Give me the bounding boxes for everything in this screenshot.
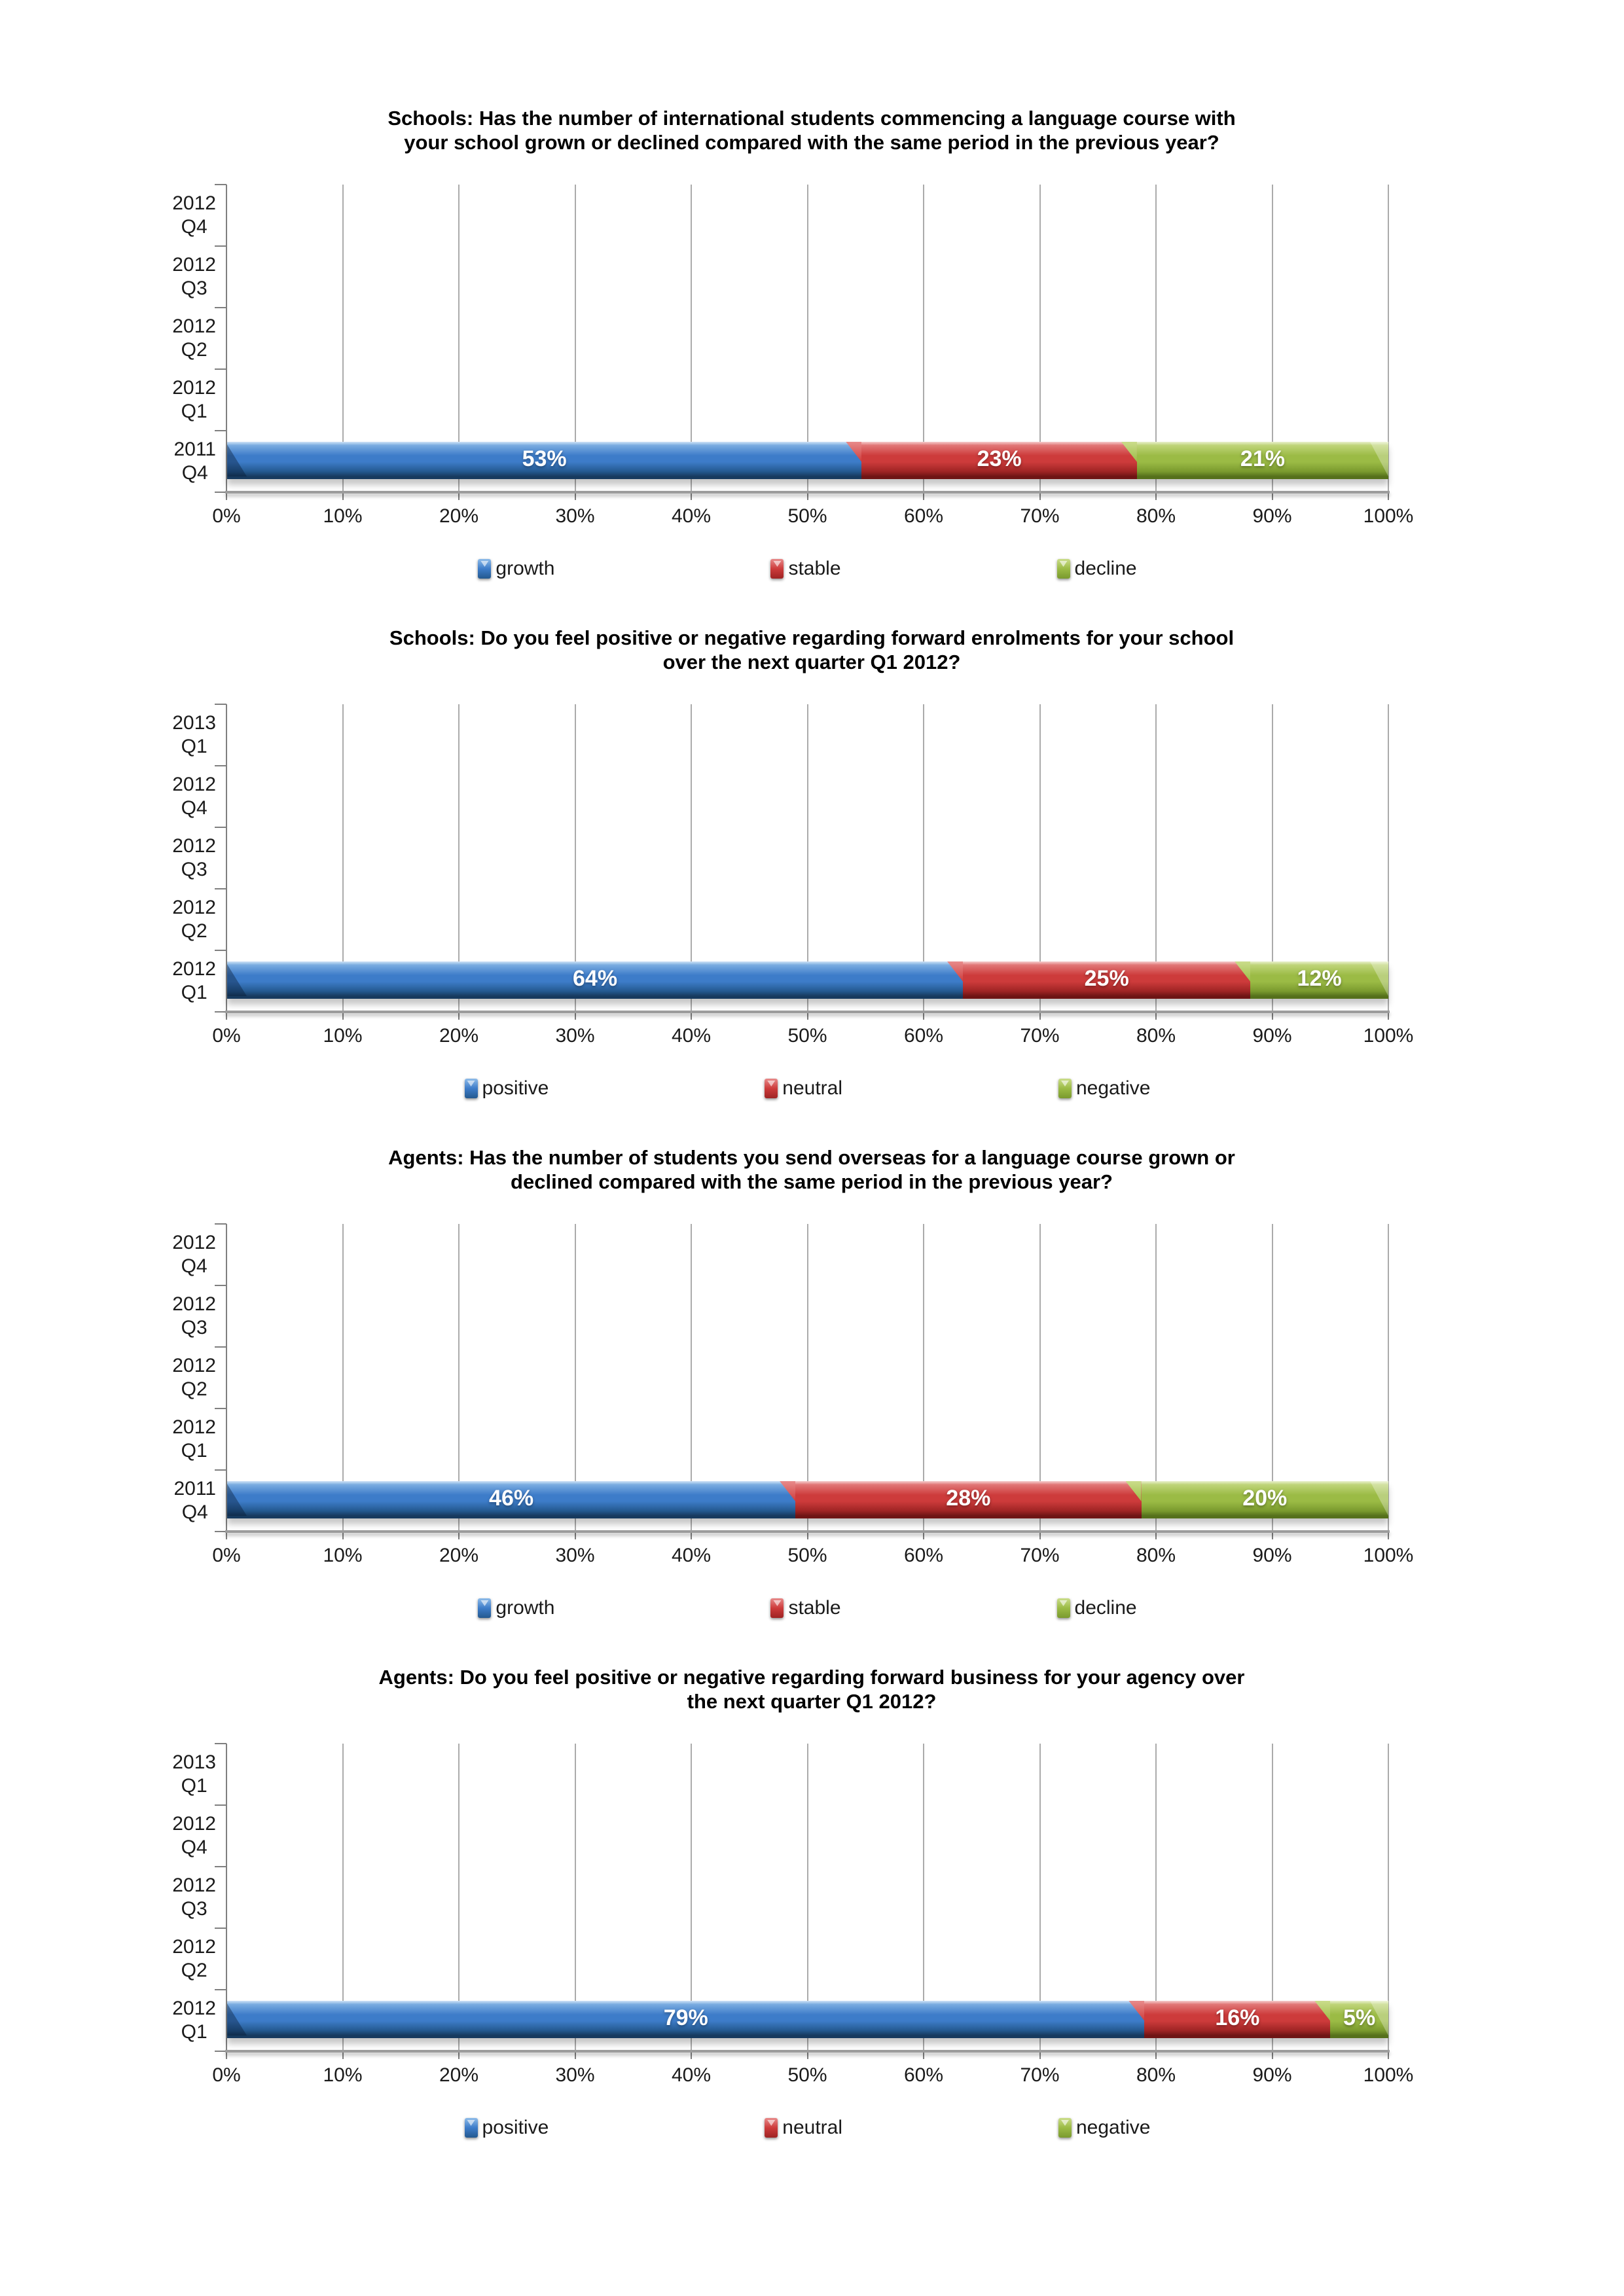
- y-axis-category-text: [172, 773, 216, 820]
- legend-label: decline: [1074, 558, 1137, 579]
- chart-title: [98, 106, 1525, 154]
- x-axis-tick-label: 10%: [323, 1025, 363, 1047]
- x-axis-tick-label: 10%: [323, 2064, 363, 2086]
- y-axis-category-text: [172, 1874, 216, 1921]
- y-axis-label-line: 2012: [172, 897, 216, 918]
- y-axis-category: [98, 1928, 226, 1990]
- x-axis-tick-label: 30%: [555, 1545, 595, 1566]
- y-axis-category: [98, 1744, 226, 1805]
- bar-segment-value-label: 79%: [663, 2005, 708, 2030]
- y-axis-label-line: 2012: [172, 1936, 216, 1958]
- legend-item-positive: [465, 1077, 549, 1100]
- y-axis-category: [98, 1408, 226, 1470]
- positive-legend-swatch-icon: [465, 2118, 478, 2138]
- y-axis-label-line: Q1: [181, 736, 208, 757]
- y-axis-label-line: Q3: [181, 859, 208, 880]
- chart-title: [98, 1665, 1525, 1713]
- chart-2: [98, 626, 1525, 1100]
- legend-label: decline: [1074, 1597, 1137, 1619]
- legend-item-growth: [478, 1597, 554, 1619]
- y-axis-category: [98, 889, 226, 950]
- chart-title-line: Agents: Do you feel positive or negative regarding forward business for your agency over: [378, 1666, 1245, 1689]
- chart-body: [98, 185, 1525, 492]
- x-axis-baseline: [225, 1530, 1390, 1533]
- x-axis-tick-label: 30%: [555, 2064, 595, 2086]
- y-axis-labels: [98, 1224, 226, 1532]
- y-axis-category: [98, 1470, 226, 1532]
- y-axis-tick: [215, 704, 226, 705]
- stacked-bar: [227, 2001, 1388, 2038]
- bar-segment-value-label: 20%: [1242, 1486, 1288, 1511]
- legend-item-stable: [770, 1597, 840, 1619]
- x-axis-tick-label: 0%: [212, 2064, 241, 2086]
- chart-body: [98, 704, 1525, 1012]
- y-axis-category: [98, 1805, 226, 1867]
- positive-legend-swatch-icon: [465, 1079, 478, 1098]
- legend-item-decline: [1057, 558, 1137, 580]
- growth-legend-swatch-icon: [478, 559, 491, 579]
- y-axis-label-line: Q1: [181, 1775, 208, 1797]
- y-axis-category: [98, 1224, 226, 1285]
- stable-legend-swatch-icon: [770, 559, 784, 579]
- y-axis-label-line: Q4: [181, 462, 208, 484]
- x-axis-tick-label: 10%: [323, 505, 363, 527]
- bar-segment-positive: [227, 2001, 1144, 2038]
- x-axis-tick-label: 20%: [439, 2064, 479, 2086]
- y-axis-label-line: Q1: [181, 401, 208, 422]
- y-axis-label-line: 2012: [172, 254, 216, 276]
- chart-1: [98, 106, 1525, 580]
- x-axis-tick-label: 20%: [439, 1545, 479, 1566]
- y-axis-label-line: Q2: [181, 1378, 208, 1400]
- y-axis-label-line: Q3: [181, 1898, 208, 1920]
- y-axis-tick: [215, 1743, 226, 1744]
- x-axis-tick-label: 70%: [1020, 505, 1060, 527]
- y-axis-labels: [98, 185, 226, 492]
- chart-3: [98, 1145, 1525, 1619]
- y-axis-category: [98, 246, 226, 308]
- bar-segment-decline: [1137, 442, 1388, 479]
- y-axis-category-text: [173, 1477, 216, 1524]
- bar-segment-negative: [1250, 961, 1388, 999]
- y-axis-tick: [215, 245, 226, 247]
- x-axis-tick-label: 20%: [439, 505, 479, 527]
- y-axis-tick: [215, 765, 226, 766]
- x-axis-tick-label: 0%: [212, 505, 241, 527]
- legend-item-growth: [478, 558, 554, 580]
- y-axis-category-text: [172, 1354, 216, 1401]
- bar-segment-positive: [227, 961, 963, 999]
- y-axis-category: [98, 1347, 226, 1408]
- y-axis-tick: [215, 1346, 226, 1348]
- y-axis-category-text: [172, 315, 216, 362]
- bar-segment-value-label: 28%: [946, 1486, 991, 1511]
- stacked-bar: [227, 1481, 1388, 1518]
- y-axis-label-line: 2012: [172, 1998, 216, 2019]
- stacked-bar: [227, 442, 1388, 479]
- y-axis-labels: [98, 1744, 226, 2051]
- y-axis-category: [98, 431, 226, 492]
- bar-segment-value-label: 23%: [977, 446, 1022, 471]
- x-axis-tick-label: 60%: [903, 2064, 944, 2086]
- x-axis-tick-label: 100%: [1363, 1545, 1414, 1566]
- decline-legend-swatch-icon: [1057, 559, 1070, 579]
- legend-label: stable: [788, 558, 841, 579]
- x-axis-tick-label: 40%: [671, 1545, 712, 1566]
- y-axis-category-text: [172, 711, 216, 759]
- legend-label: negative: [1076, 2117, 1151, 2138]
- y-axis-label-line: 2013: [172, 712, 216, 734]
- bar-segment-value-label: 53%: [522, 446, 567, 471]
- bar-segment-growth: [227, 1481, 795, 1518]
- x-axis-tick-label: 60%: [903, 505, 944, 527]
- y-axis-label-line: 2012: [172, 1874, 216, 1896]
- legend-item-negative: [1058, 2117, 1150, 2139]
- chart-title-line: your school grown or declined compared with the same period in the previous year?: [404, 131, 1219, 154]
- x-axis-tick-label: 10%: [323, 1545, 363, 1566]
- x-axis-tick-label: 40%: [671, 505, 712, 527]
- legend: [226, 1077, 1388, 1100]
- y-axis-label-line: Q4: [181, 1255, 208, 1277]
- y-axis-category: [98, 766, 226, 827]
- y-axis-label-line: Q4: [181, 797, 208, 819]
- y-axis-category: [98, 704, 226, 766]
- bar-segment-value-label: 12%: [1297, 966, 1342, 991]
- legend-item-neutral: [765, 2117, 842, 2139]
- x-axis-tick-label: 20%: [439, 1025, 479, 1047]
- legend-label: negative: [1076, 1077, 1151, 1099]
- y-axis-tick: [215, 827, 226, 828]
- y-axis-category: [98, 827, 226, 889]
- legend-item-decline: [1057, 1597, 1137, 1619]
- y-axis-label-line: 2012: [172, 192, 216, 214]
- x-axis-tick-label: 70%: [1020, 1025, 1060, 1047]
- chart-4: [98, 1665, 1525, 2139]
- y-axis-category-text: [172, 1935, 216, 1982]
- y-axis-label-line: Q1: [181, 1440, 208, 1462]
- y-axis-tick: [215, 1285, 226, 1286]
- plot-area: [226, 704, 1388, 1012]
- bar-segment-neutral: [963, 961, 1250, 999]
- legend-label: stable: [788, 1597, 841, 1619]
- x-axis-tick-label: 50%: [787, 505, 827, 527]
- legend-item-positive: [465, 2117, 549, 2139]
- x-axis-tick-label: 30%: [555, 1025, 595, 1047]
- y-axis-category-text: [172, 834, 216, 882]
- negative-legend-swatch-icon: [1058, 2118, 1072, 2138]
- x-axis-tick-label: 60%: [903, 1025, 944, 1047]
- y-axis-label-line: 2012: [172, 1232, 216, 1253]
- y-axis-category: [98, 1867, 226, 1928]
- plot-area: [226, 185, 1388, 492]
- y-axis-category-text: [172, 1416, 216, 1463]
- chart-body: [98, 1224, 1525, 1532]
- y-axis-tick: [215, 1469, 226, 1471]
- x-axis-tick-label: 50%: [787, 1545, 827, 1566]
- x-axis-baseline: [225, 2050, 1390, 2053]
- growth-legend-swatch-icon: [478, 1598, 491, 1618]
- y-axis-tick: [215, 1408, 226, 1409]
- y-axis-label-line: 2012: [172, 1416, 216, 1438]
- y-axis-tick: [215, 1928, 226, 1929]
- legend: [226, 1597, 1388, 1619]
- bar-segment-growth: [227, 442, 861, 479]
- y-axis-category: [98, 185, 226, 246]
- y-axis-label-line: Q4: [181, 216, 208, 238]
- bar-segment-stable: [795, 1481, 1141, 1518]
- legend: [226, 2117, 1388, 2139]
- chart-title-line: Schools: Do you feel positive or negative regarding forward enrolments for your school: [389, 626, 1235, 649]
- x-axis-tick-labels: [212, 1025, 1414, 1050]
- y-axis-category: [98, 369, 226, 431]
- legend-item-stable: [770, 558, 840, 580]
- x-axis-tick-label: 80%: [1136, 505, 1176, 527]
- y-axis-category-text: [172, 1231, 216, 1278]
- x-axis-tick-label: 50%: [787, 1025, 827, 1047]
- y-axis-tick: [215, 888, 226, 889]
- chart-title-line: over the next quarter Q1 2012?: [662, 651, 961, 673]
- chart-title: [98, 1145, 1525, 1194]
- x-axis-tick-label: 90%: [1252, 1025, 1292, 1047]
- y-axis-category: [98, 1990, 226, 2051]
- x-axis-tick-labels: [212, 1545, 1414, 1570]
- x-axis-tick-label: 90%: [1252, 2064, 1292, 2086]
- chart-title-line: Schools: Has the number of international students commencing a language course with: [388, 107, 1236, 130]
- y-axis-tick: [215, 1804, 226, 1806]
- y-axis-category: [98, 1285, 226, 1347]
- x-axis-tick-label: 80%: [1136, 1025, 1176, 1047]
- chart-title-line: the next quarter Q1 2012?: [687, 1690, 937, 1713]
- y-axis-tick: [215, 184, 226, 185]
- y-axis-label-line: 2012: [172, 774, 216, 795]
- x-axis-tick-label: 70%: [1020, 2064, 1060, 2086]
- bar-segment-stable: [861, 442, 1137, 479]
- y-axis-tick: [215, 368, 226, 370]
- x-axis-tick-label: 50%: [787, 2064, 827, 2086]
- neutral-legend-swatch-icon: [765, 1079, 778, 1098]
- bar-segment-value-label: 64%: [573, 966, 618, 991]
- x-axis-tick-label: 70%: [1020, 1545, 1060, 1566]
- bar-segment-negative: [1330, 2001, 1388, 2038]
- chart-title-line: Agents: Has the number of students you send overseas for a language course grown or: [388, 1146, 1235, 1169]
- x-axis-tick-label: 90%: [1252, 1545, 1292, 1566]
- bar-segment-value-label: 5%: [1343, 2005, 1376, 2030]
- x-axis-tick-label: 40%: [671, 1025, 712, 1047]
- y-axis-label-line: 2011: [173, 439, 216, 460]
- y-axis-label-line: 2012: [172, 958, 216, 980]
- y-axis-label-line: Q3: [181, 278, 208, 299]
- y-axis-category-text: [172, 1293, 216, 1340]
- legend-label: neutral: [782, 2117, 842, 2138]
- x-axis-tick-label: 0%: [212, 1545, 241, 1566]
- negative-legend-swatch-icon: [1058, 1079, 1072, 1098]
- chart-body: [98, 1744, 1525, 2051]
- legend-label: neutral: [782, 1077, 842, 1099]
- legend-label: growth: [496, 1597, 555, 1619]
- y-axis-label-line: Q4: [181, 1837, 208, 1858]
- x-axis-tick-label: 100%: [1363, 1025, 1414, 1047]
- y-axis-label-line: 2012: [172, 835, 216, 857]
- stable-legend-swatch-icon: [770, 1598, 784, 1618]
- y-axis-category-text: [172, 896, 216, 943]
- y-axis-category: [98, 308, 226, 369]
- y-axis-tick: [215, 1223, 226, 1225]
- y-axis-category-text: [172, 253, 216, 300]
- x-axis-baseline: [225, 491, 1390, 493]
- bar-segment-value-label: 16%: [1215, 2005, 1260, 2030]
- chart-title-line: declined compared with the same period in the previous year?: [511, 1170, 1113, 1193]
- plot-area: [226, 1224, 1388, 1532]
- x-axis-tick-label: 100%: [1363, 505, 1414, 527]
- y-axis-tick: [215, 307, 226, 308]
- y-axis-label-line: Q2: [181, 920, 208, 942]
- y-axis-label-line: Q4: [181, 1501, 208, 1523]
- bar-segment-value-label: 46%: [489, 1486, 534, 1511]
- x-axis-tick-label: 40%: [671, 2064, 712, 2086]
- legend-item-neutral: [765, 1077, 842, 1100]
- y-axis-label-line: Q2: [181, 339, 208, 361]
- x-axis-tick-label: 60%: [903, 1545, 944, 1566]
- bar-segment-value-label: 21%: [1240, 446, 1285, 471]
- stacked-bar: [227, 961, 1388, 999]
- y-axis-label-line: 2012: [172, 1355, 216, 1376]
- y-axis-category-text: [172, 192, 216, 239]
- y-axis-category-text: [172, 958, 216, 1005]
- legend-label: growth: [496, 558, 555, 579]
- x-axis-tick-label: 80%: [1136, 1545, 1176, 1566]
- y-axis-category-text: [172, 1812, 216, 1859]
- y-axis-label-line: 2012: [172, 1813, 216, 1835]
- y-axis-tick: [215, 430, 226, 431]
- legend-item-negative: [1058, 1077, 1150, 1100]
- x-axis-tick-labels: [212, 505, 1414, 530]
- x-axis-tick-label: 90%: [1252, 505, 1292, 527]
- y-axis-label-line: Q1: [181, 982, 208, 1003]
- bar-segment-decline: [1142, 1481, 1388, 1518]
- y-axis-tick: [215, 950, 226, 951]
- y-axis-label-line: 2012: [172, 377, 216, 399]
- y-axis-label-line: 2013: [172, 1751, 216, 1773]
- y-axis-label-line: Q1: [181, 2021, 208, 2043]
- y-axis-label-line: 2012: [172, 1293, 216, 1315]
- x-axis-tick-label: 100%: [1363, 2064, 1414, 2086]
- bar-segment-value-label: 25%: [1084, 966, 1129, 991]
- legend-label: positive: [482, 1077, 549, 1099]
- y-axis-category-text: [173, 438, 216, 485]
- legend-label: positive: [482, 2117, 549, 2138]
- y-axis-labels: [98, 704, 226, 1012]
- x-axis-tick-label: 80%: [1136, 2064, 1176, 2086]
- x-axis-tick-labels: [212, 2064, 1414, 2089]
- y-axis-tick: [215, 1866, 226, 1867]
- y-axis-category: [98, 950, 226, 1012]
- y-axis-category-text: [172, 1997, 216, 2044]
- neutral-legend-swatch-icon: [765, 2118, 778, 2138]
- x-axis-tick-label: 30%: [555, 505, 595, 527]
- x-axis-tick-label: 0%: [212, 1025, 241, 1047]
- y-axis-tick: [215, 1989, 226, 1990]
- bar-segment-neutral: [1144, 2001, 1330, 2038]
- y-axis-category-text: [172, 1751, 216, 1798]
- legend: [226, 558, 1388, 580]
- y-axis-label-line: Q3: [181, 1317, 208, 1338]
- plot-area: [226, 1744, 1388, 2051]
- chart-title: [98, 626, 1525, 674]
- y-axis-label-line: Q2: [181, 1960, 208, 1981]
- y-axis-label-line: 2011: [173, 1478, 216, 1499]
- decline-legend-swatch-icon: [1057, 1598, 1070, 1618]
- y-axis-category-text: [172, 376, 216, 423]
- y-axis-label-line: 2012: [172, 315, 216, 337]
- x-axis-baseline: [225, 1011, 1390, 1013]
